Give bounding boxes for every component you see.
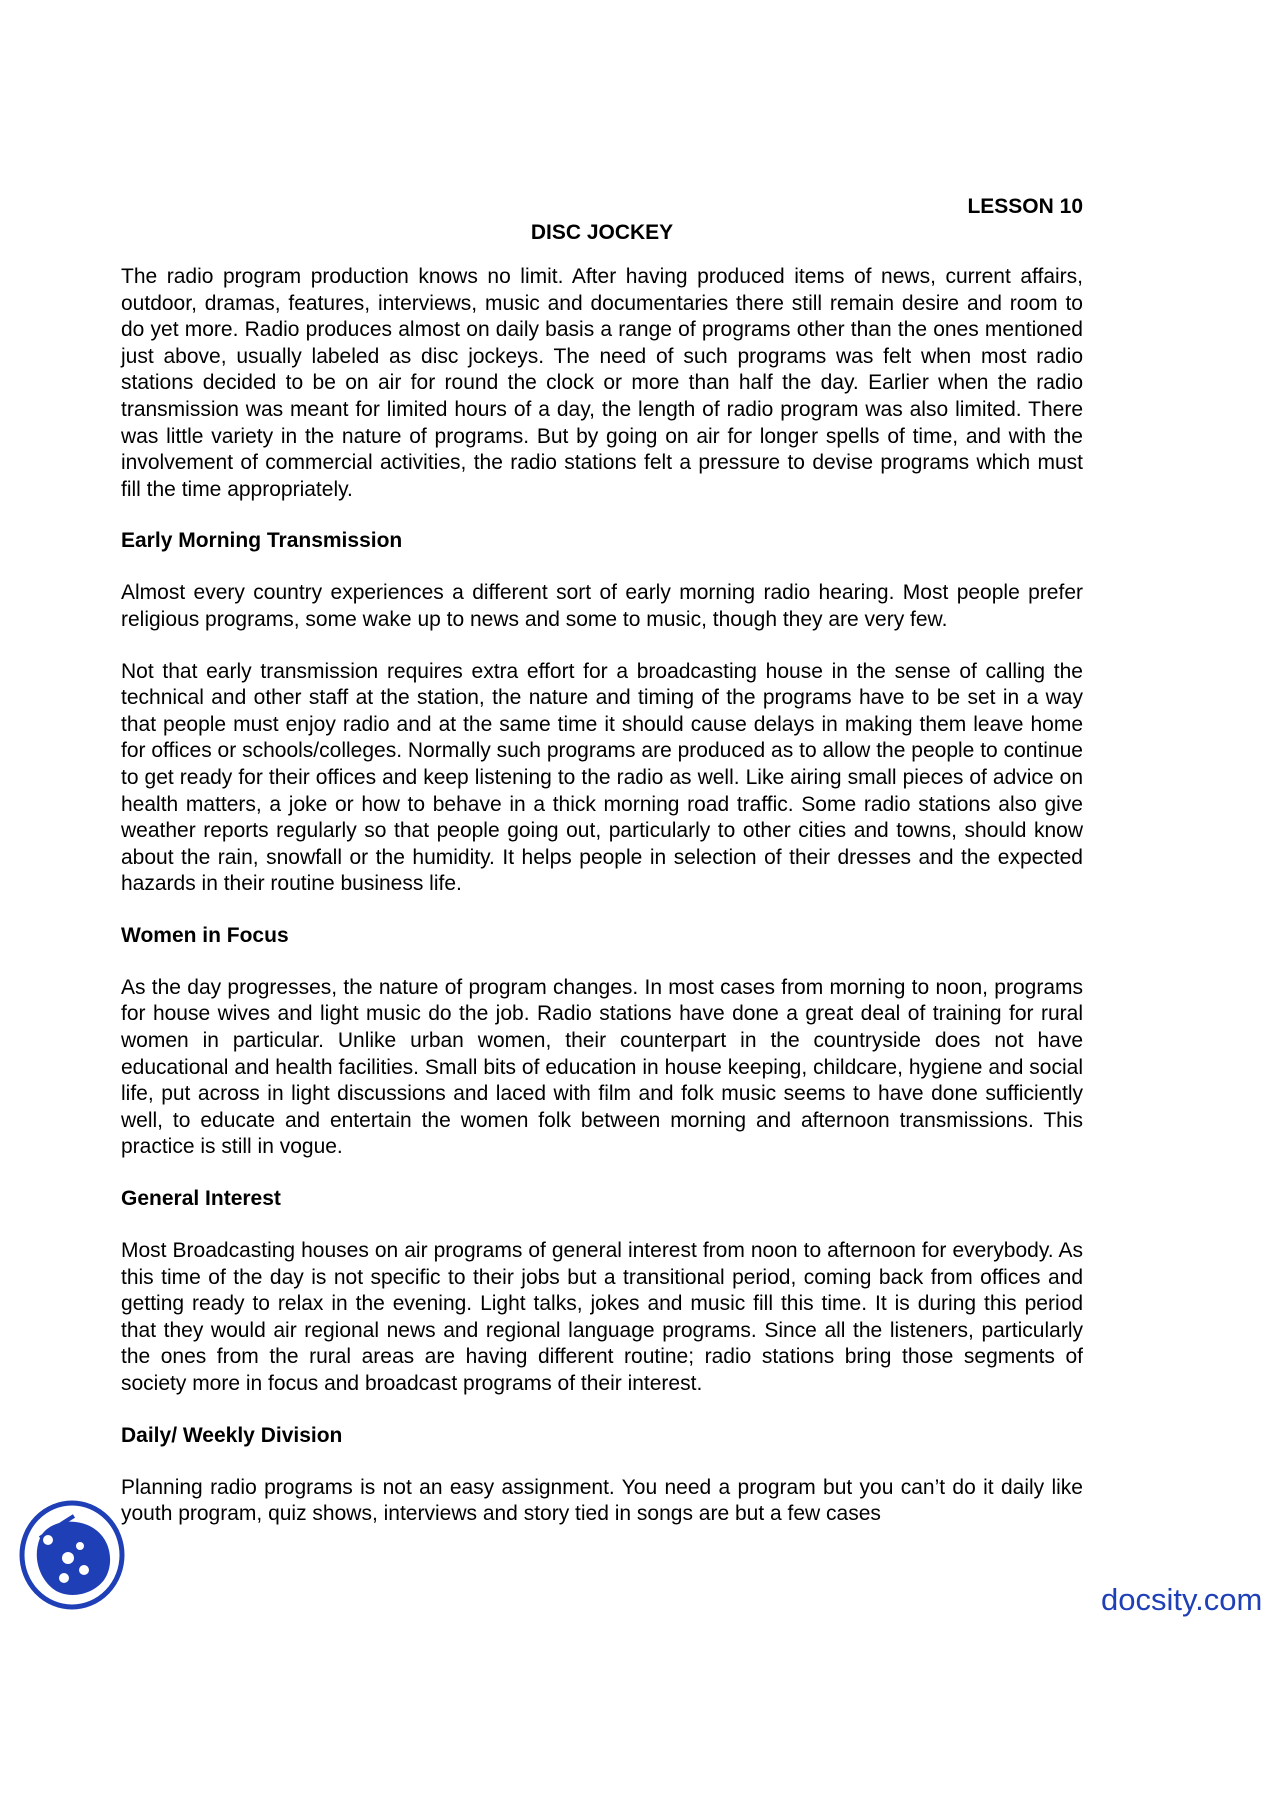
page-title: DISC JOCKEY: [530, 221, 674, 244]
section-heading-general-interest: General Interest: [121, 1187, 281, 1211]
section-heading-women-in-focus: Women in Focus: [121, 923, 289, 947]
daily-weekly-paragraph: Planning radio programs is not an easy assignment. You need a program but you can’t do it daily like youth program, quiz shows, interviews and story tied in songs are but a few cases: [121, 1475, 1083, 1526]
docsity-brand-watermark[interactable]: docsity.com: [1101, 1582, 1263, 1617]
lesson-number: LESSON 10: [967, 195, 1083, 218]
intro-paragraph: The radio program production knows no limit. After having produced items of news, current affairs, outdoor, dramas, features, interviews, music and documentaries there still remain desire and room to do yet more. Radio produces almost on daily basis a range of programs other than the ones mentioned just above, usually labeled as disc jockeys. The need of such programs was felt when most radio stations decided to be on air for round the clock or more than half the day. Earlier when the radio transmission was meant for limited hours of a day, the length of radio program was also limited. There was little variety in the nature of programs. But by going on air for longer spells of time, and with the involvement of commercial activities, the radio stations felt a pressure to devise programs which must fill the time appropriately.: [121, 265, 1083, 501]
women-in-focus-paragraph: As the day progresses, the nature of program changes. In most cases from morning to noon, programs for house wives and light music do the job. Radio stations have done a great deal of training for rural women in particular. Unlike urban women, their counterpart in the countryside does not have educational and health facilities. Small bits of education in house keeping, childcare, hygiene and social life, put across in light discussions and laced with film and folk music seems to have done sufficiently well, to educate and entertain the women folk between morning and afternoon transmissions. This practice is still in vogue.: [121, 975, 1083, 1159]
general-interest-paragraph: Most Broadcasting houses on air programs of general interest from noon to afternoon for everybody. As this time of the day is not specific to their jobs but a transitional period, coming back from offices and getting ready to relax in the evening. Light talks, jokes and music fill this time. It is during this period that they would air regional news and regional language programs. Since all the listeners, particularly the ones from the rural areas are having different routine; radio stations bring those segments of society more in focus and broadcast programs of their interest.: [121, 1239, 1083, 1395]
section-heading-early-morning: Early Morning Transmission: [121, 529, 403, 553]
early-morning-paragraph-1: Almost every country experiences a different sort of early morning radio hearing. Most people prefer religious programs, some wake up to news and some to music, though they are very few.: [121, 581, 1083, 631]
early-morning-paragraph-2: Not that early transmission requires extra effort for a broadcasting house in the sense of calling the technical and other staff at the station, the nature and timing of the programs have to be set in a way that people must enjoy radio and at the same time it should cause delays in making them leave home for offices or schools/colleges. Normally such programs are produced as to allow the people to continue to get ready for their offices and keep listening to the radio as well. Like airing small pieces of advice on health matters, a joke or how to behave in a thick morning road traffic. Some radio stations also give weather reports regularly so that people going out, particularly to other cities and towns, should know about the rain, snowfall or the humidity. It helps people in selection of their dresses and the expected hazards in their routine business life.: [121, 659, 1083, 896]
document-page: [121, 194, 1083, 1553]
section-heading-daily-weekly: Daily/ Weekly Division: [121, 1423, 343, 1447]
docsity-ladybug-logo-icon: [18, 1500, 126, 1610]
